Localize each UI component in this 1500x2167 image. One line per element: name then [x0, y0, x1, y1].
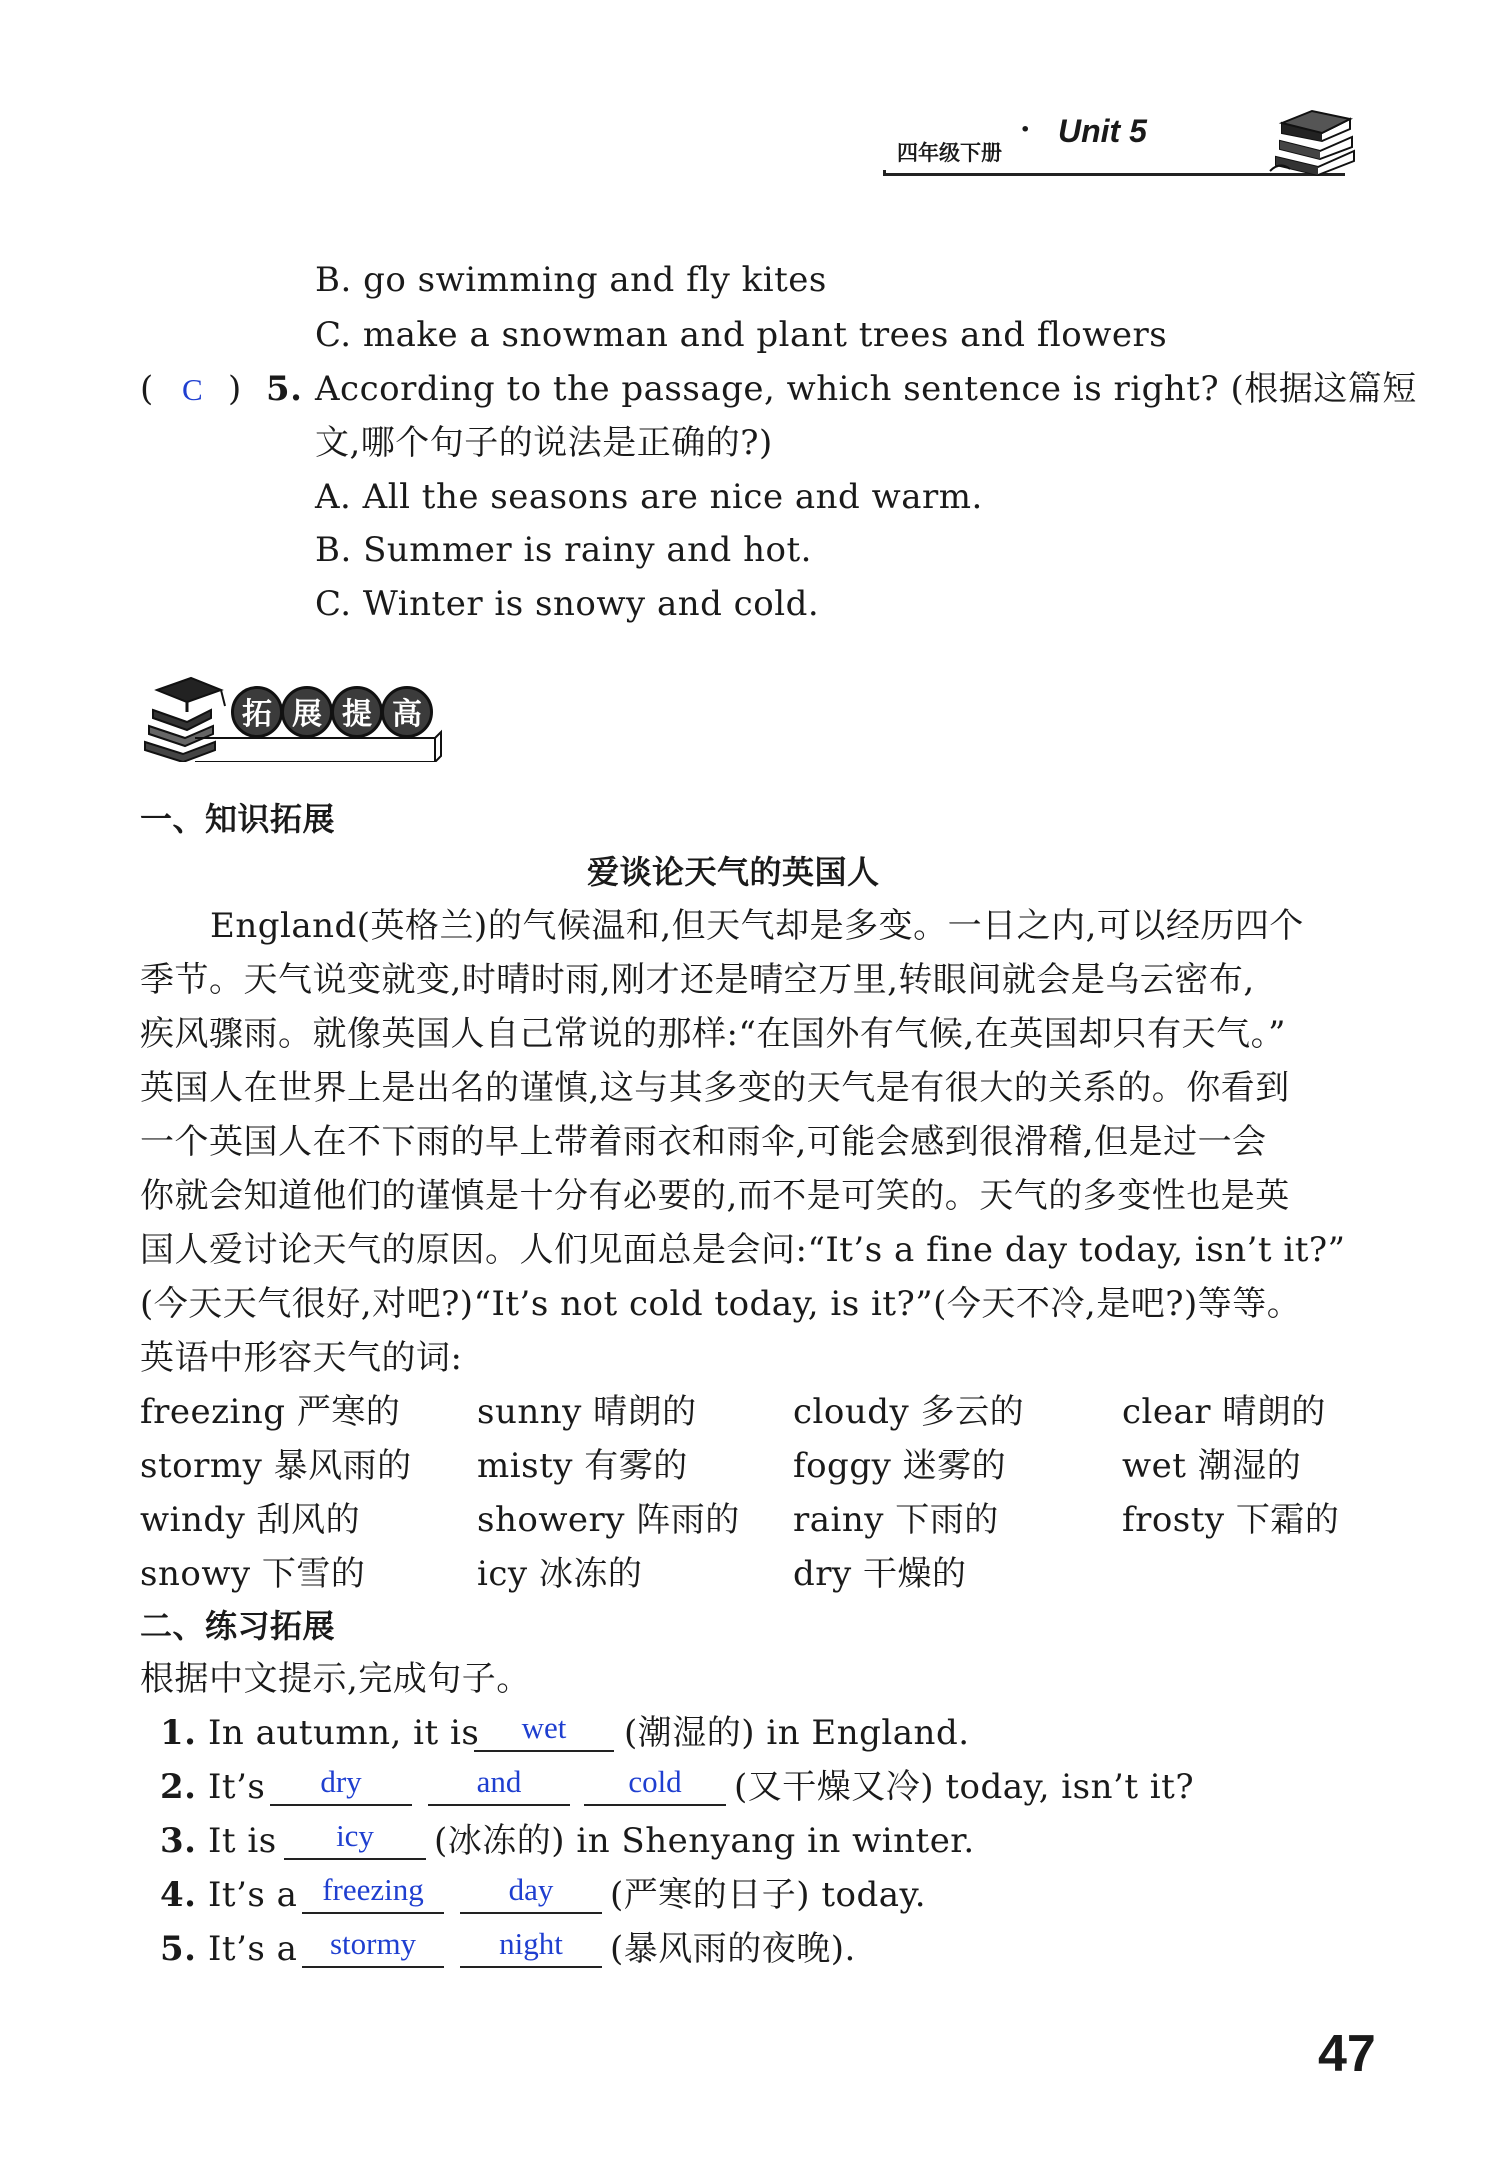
exercise-number: 5. [160, 1929, 197, 1969]
answer-blank [428, 1764, 570, 1806]
banner-char-1: 拓 [231, 686, 283, 738]
answer-blank [270, 1764, 412, 1806]
option-4c: C. make a snowman and plant trees and flowers [315, 315, 1168, 355]
answer-text: day [508, 1872, 554, 1907]
exercise-suffix: (又干燥又冷) today, isn’t it? [734, 1767, 1195, 1807]
banner-char-3: 提 [331, 686, 383, 738]
answer-blank [460, 1872, 602, 1914]
exercise-suffix: (潮湿的) in England. [624, 1713, 970, 1753]
q5-answer: C [182, 372, 203, 407]
header-grade: 四年级下册 [897, 141, 1002, 165]
vocab-item: clear 晴朗的 [1122, 1392, 1326, 1432]
q5-option-b: B. Summer is rainy and hot. [315, 530, 812, 570]
section1-title: 爱谈论天气的英国人 [587, 853, 880, 891]
header-dot: · [1020, 112, 1031, 147]
option-4b: B. go swimming and fly kites [315, 260, 827, 300]
vocab-item: rainy 下雨的 [793, 1500, 999, 1540]
exercise-number: 1. [160, 1713, 197, 1753]
vocab-item: foggy 迷雾的 [793, 1446, 1007, 1486]
q5-option-a: A. All the seasons are nice and warm. [315, 477, 983, 517]
page-number: 47 [1318, 2025, 1376, 2083]
answer-text: icy [336, 1818, 374, 1853]
vocab-item: dry 干燥的 [793, 1554, 967, 1594]
q5-question-line2: 文,哪个句子的说法是正确的?) [315, 423, 773, 463]
banner-char-4: 高 [381, 686, 433, 738]
paragraph-line-3: 疾风骤雨。就像英国人自己常说的那样:“在国外有气候,在英国却只有天气。” [140, 1014, 1287, 1054]
vocab-heading: 英语中形容天气的词: [140, 1338, 463, 1378]
vocab-item: icy 冰冻的 [477, 1554, 643, 1594]
answer-text: stormy [329, 1926, 417, 1961]
paragraph-line-7: 国人爱讨论天气的原因。人们见面总是会问:“It’s a fine day today, isn’t it?” [140, 1230, 1346, 1270]
vocab-item: freezing 严寒的 [140, 1392, 401, 1432]
vocab-item: misty 有雾的 [477, 1446, 688, 1486]
vocab-item: cloudy 多云的 [793, 1392, 1025, 1432]
section2-instruction: 根据中文提示,完成句子。 [140, 1659, 531, 1699]
header-rule-tick [883, 170, 886, 176]
exercise-number: 3. [160, 1821, 197, 1861]
section-banner [135, 672, 445, 762]
exercise-prefix: It is [208, 1821, 277, 1861]
q5-option-c: C. Winter is snowy and cold. [315, 584, 820, 624]
answer-text: freezing [322, 1872, 424, 1907]
paragraph-line-5: 一个英国人在不下雨的早上带着雨衣和雨伞,可能会感到很滑稽,但是过一会 [140, 1122, 1267, 1162]
vocab-item: showery 阵雨的 [477, 1500, 740, 1540]
header-unit: Unit 5 [1058, 113, 1147, 149]
answer-blank [460, 1926, 602, 1968]
paragraph-line-2: 季节。天气说变就变,时晴时雨,刚才还是晴空万里,转眼间就会是乌云密布, [140, 960, 1255, 1000]
books-icon [1268, 105, 1358, 181]
paragraph-line-6: 你就会知道他们的谨慎是十分有必要的,而不是可笑的。天气的多变性也是英 [140, 1176, 1290, 1216]
exercise-prefix: In autumn, it is [208, 1713, 480, 1753]
vocab-item: frosty 下霜的 [1122, 1500, 1340, 1540]
answer-blank [584, 1764, 726, 1806]
paragraph-line-8: (今天天气很好,对吧?)“It’s not cold today, is it?”(今天不冷,是吧?)等等。 [140, 1284, 1302, 1324]
q5-number: 5. [266, 369, 303, 409]
q5-question-line1: According to the passage, which sentence is right? (根据这篇短 [315, 369, 1417, 409]
banner-char-2: 展 [281, 686, 333, 738]
exercise-suffix: (暴风雨的夜晚). [610, 1929, 856, 1969]
answer-text: wet [521, 1710, 567, 1745]
vocab-item: snowy 下雪的 [140, 1554, 366, 1594]
answer-text: dry [320, 1764, 362, 1799]
paragraph-line-4: 英国人在世界上是出名的谨慎,这与其多变的天气是有很大的关系的。你看到 [140, 1068, 1290, 1108]
answer-text: night [499, 1926, 563, 1961]
answer-blank [302, 1872, 444, 1914]
exercise-suffix: (冰冻的) in Shenyang in winter. [434, 1821, 975, 1861]
vocab-item: stormy 暴风雨的 [140, 1446, 412, 1486]
section1-heading: 一、知识拓展 [140, 800, 336, 838]
answer-blank [284, 1818, 426, 1860]
answer-blank [302, 1926, 444, 1968]
answer-blank [474, 1710, 614, 1752]
exercise-number: 4. [160, 1875, 197, 1915]
section2-heading: 二、练习拓展 [140, 1607, 336, 1645]
q5-paren-open: ( [140, 369, 154, 409]
answer-text: and [476, 1764, 522, 1799]
exercise-prefix: It’s [208, 1767, 266, 1807]
vocab-item: sunny 晴朗的 [477, 1392, 697, 1432]
answer-text: cold [628, 1764, 682, 1799]
paragraph-line-1: England(英格兰)的气候温和,但天气却是多变。一日之内,可以经历四个 [210, 906, 1304, 946]
exercise-number: 2. [160, 1767, 197, 1807]
q5-paren-close: ) [228, 369, 242, 409]
exercise-prefix: It’s a [208, 1929, 298, 1969]
vocab-item: wet 潮湿的 [1122, 1446, 1302, 1486]
vocab-item: windy 刮风的 [140, 1500, 361, 1540]
exercise-suffix: (严寒的日子) today. [610, 1875, 927, 1915]
exercise-prefix: It’s a [208, 1875, 298, 1915]
